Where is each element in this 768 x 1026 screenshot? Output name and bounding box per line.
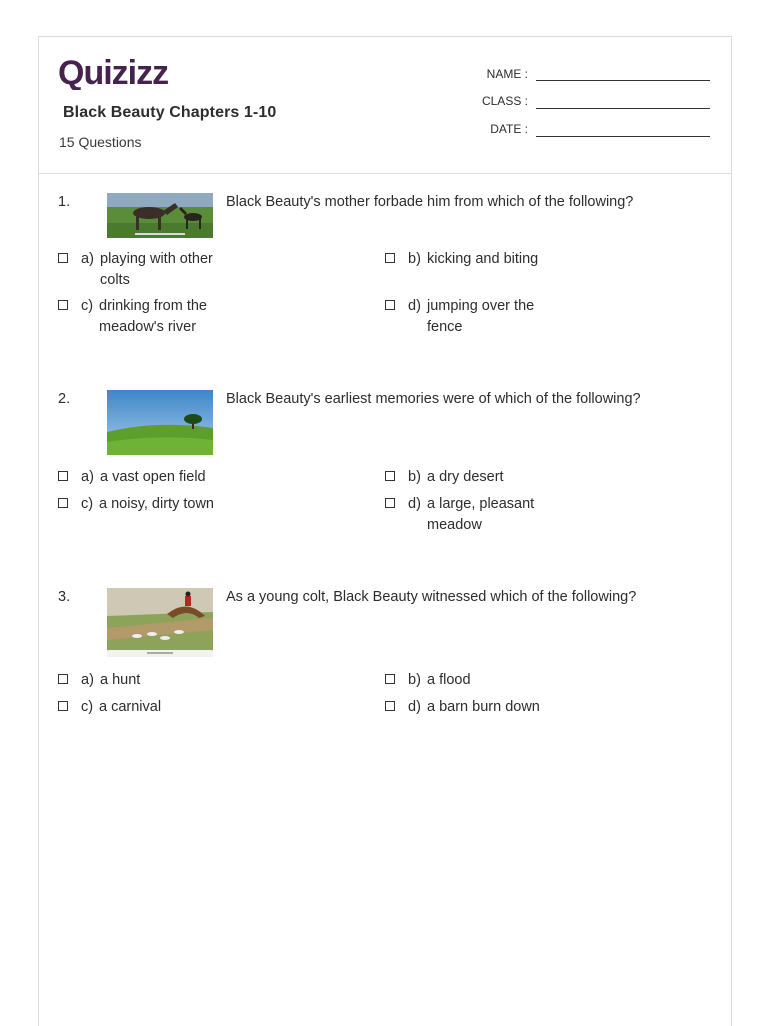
question-3 <box>38 588 732 728</box>
question-number: 3. <box>58 589 71 605</box>
option-text: a carnival <box>99 699 162 715</box>
option-letter: a) <box>81 251 94 267</box>
checkbox[interactable] <box>58 253 68 263</box>
question-count: 15 Questions <box>59 134 142 150</box>
checkbox[interactable] <box>385 300 395 310</box>
option-a[interactable] <box>58 467 258 488</box>
quiz-title: Black Beauty Chapters 1-10 <box>63 104 277 121</box>
checkbox[interactable] <box>58 471 68 481</box>
option-text: playing with other colts <box>100 251 213 288</box>
date-line[interactable] <box>536 136 710 137</box>
option-letter: c) <box>81 496 94 512</box>
question-number: 1. <box>58 194 71 210</box>
option-a[interactable] <box>58 249 258 291</box>
name-field <box>438 67 528 83</box>
question-number: 2. <box>58 391 71 407</box>
checkbox[interactable] <box>385 498 395 508</box>
option-d[interactable] <box>385 494 585 536</box>
option-b[interactable] <box>385 249 585 270</box>
option-text: drinking from the meadow's river <box>99 298 207 335</box>
checkbox[interactable] <box>58 300 68 310</box>
option-text: a hunt <box>100 672 141 688</box>
option-text: a vast open field <box>100 469 206 485</box>
option-letter: d) <box>408 298 421 314</box>
option-letter: b) <box>408 251 421 267</box>
option-a[interactable] <box>58 670 258 691</box>
question-text: Black Beauty's earliest memories were of which of the following? <box>226 391 641 407</box>
fox-hunt-painting-image <box>107 588 213 657</box>
option-c[interactable] <box>58 494 258 515</box>
checkbox[interactable] <box>385 674 395 684</box>
option-d[interactable] <box>385 296 585 338</box>
option-c[interactable] <box>58 296 258 338</box>
checkbox[interactable] <box>58 498 68 508</box>
option-letter: a) <box>81 672 94 688</box>
checkbox[interactable] <box>385 253 395 263</box>
option-c[interactable] <box>58 697 258 718</box>
date-label: DATE : <box>490 122 528 136</box>
option-letter: c) <box>81 699 94 715</box>
option-letter: b) <box>408 672 421 688</box>
checkbox[interactable] <box>58 674 68 684</box>
option-text: a flood <box>427 672 471 688</box>
option-letter: d) <box>408 496 421 512</box>
checkbox[interactable] <box>385 471 395 481</box>
option-text: jumping over the fence <box>427 298 535 335</box>
option-d[interactable] <box>385 697 585 718</box>
option-text: kicking and biting <box>427 251 539 267</box>
question-text: As a young colt, Black Beauty witnessed which of the following? <box>226 589 637 605</box>
option-letter: b) <box>408 469 421 485</box>
option-text: a dry desert <box>427 469 504 485</box>
date-field <box>438 122 528 138</box>
option-letter: d) <box>408 699 421 715</box>
name-line[interactable] <box>536 80 710 81</box>
option-text: a noisy, dirty town <box>99 496 214 512</box>
checkbox[interactable] <box>58 701 68 711</box>
question-2 <box>38 390 732 540</box>
class-line[interactable] <box>536 108 710 109</box>
checkbox[interactable] <box>385 701 395 711</box>
horses-in-field-image <box>107 193 213 238</box>
option-b[interactable] <box>385 467 585 488</box>
option-letter: c) <box>81 298 94 314</box>
option-letter: a) <box>81 469 94 485</box>
question-1 <box>38 193 732 343</box>
name-label: NAME : <box>486 67 528 81</box>
class-field <box>438 94 528 110</box>
quizizz-logo <box>58 54 194 90</box>
svg-text:Quizizz: Quizizz <box>58 54 169 90</box>
class-label: CLASS : <box>481 94 528 108</box>
option-text: a large, pleasant meadow <box>427 496 535 533</box>
option-b[interactable] <box>385 670 585 691</box>
option-text: a barn burn down <box>427 699 540 715</box>
worksheet-header <box>38 36 732 174</box>
green-meadow-tree-image <box>107 390 213 455</box>
question-text: Black Beauty's mother forbade him from which of the following? <box>226 194 634 210</box>
